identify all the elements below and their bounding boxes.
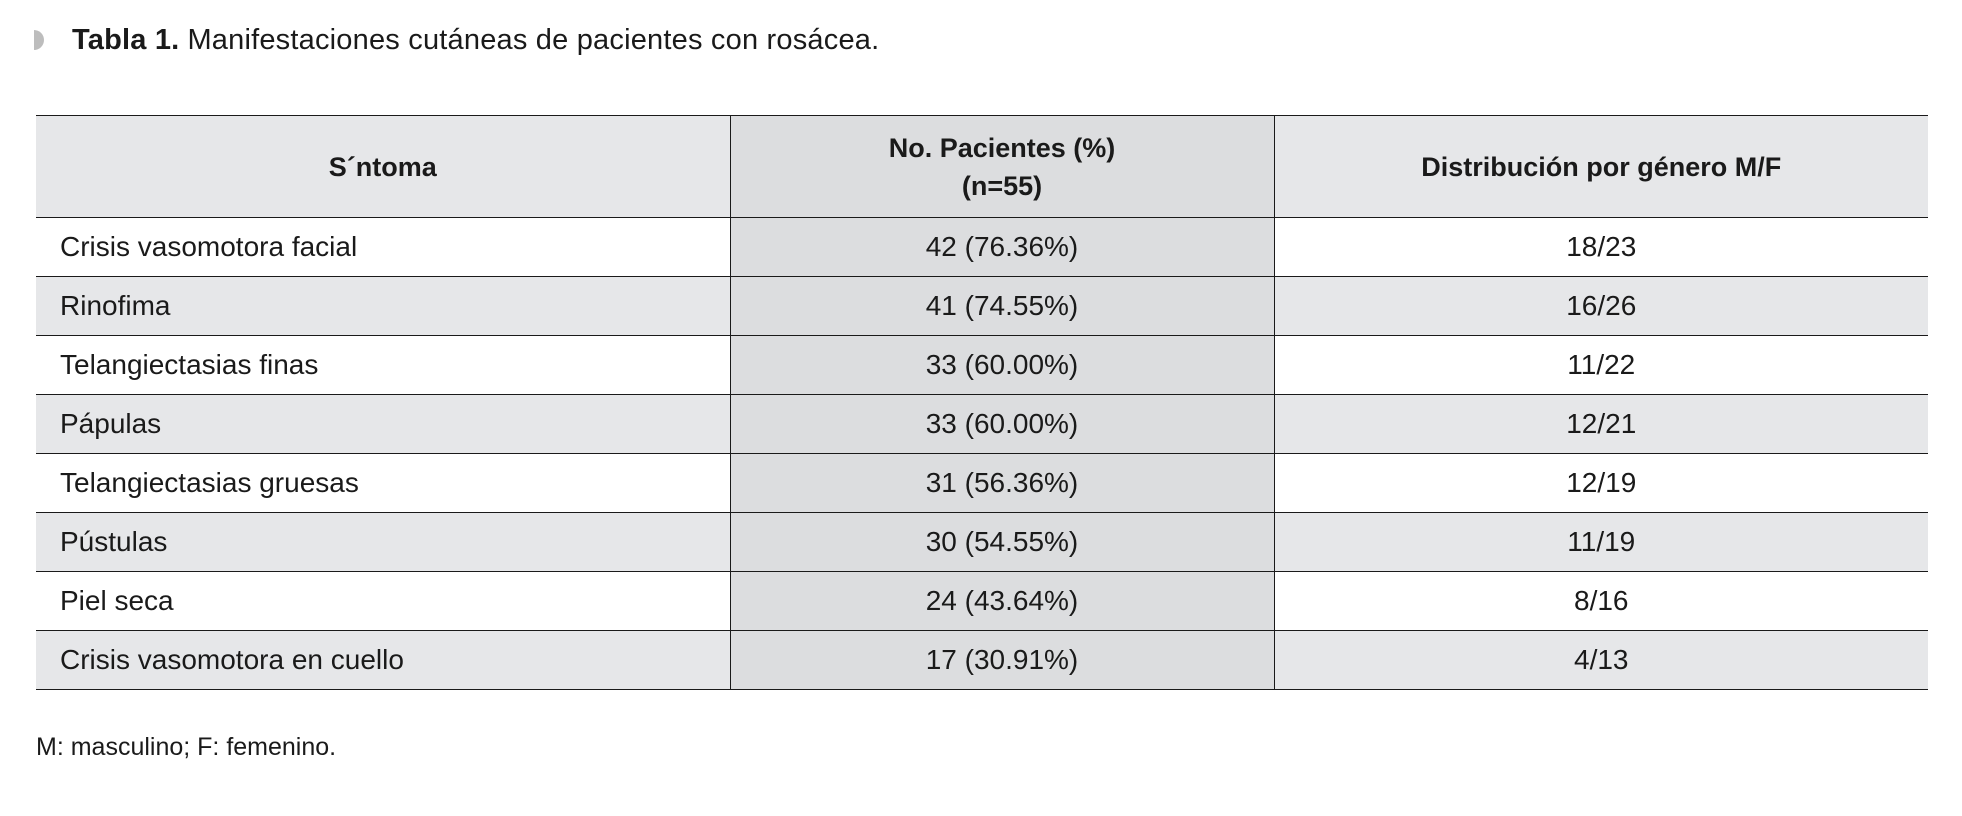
cell-patients: 33 (60.00%) xyxy=(730,395,1274,454)
cell-distribution: 18/23 xyxy=(1274,218,1928,277)
caption-text: Manifestaciones cutáneas de pacientes con rosácea. xyxy=(187,23,880,56)
table-row xyxy=(36,513,1928,572)
table-row xyxy=(36,336,1928,395)
table-row xyxy=(36,572,1928,631)
table-caption xyxy=(34,20,879,60)
header-distribution: Distribución por género M/F xyxy=(1274,116,1928,218)
cell-distribution: 11/19 xyxy=(1274,513,1928,572)
cell-symptom: Crisis vasomotora facial xyxy=(36,218,730,277)
table-row xyxy=(36,454,1928,513)
cell-patients: 31 (56.36%) xyxy=(730,454,1274,513)
cell-symptom: Telangiectasias finas xyxy=(36,336,730,395)
cell-distribution: 12/19 xyxy=(1274,454,1928,513)
header-patients xyxy=(730,116,1274,218)
cell-distribution: 8/16 xyxy=(1274,572,1928,631)
cell-distribution: 12/21 xyxy=(1274,395,1928,454)
table-row xyxy=(36,631,1928,690)
cell-distribution: 16/26 xyxy=(1274,277,1928,336)
caption-marker-icon xyxy=(34,30,44,50)
symptoms-table xyxy=(36,115,1928,690)
cell-patients: 33 (60.00%) xyxy=(730,336,1274,395)
cell-patients: 42 (76.36%) xyxy=(730,218,1274,277)
header-patients-line2: (n=55) xyxy=(961,170,1043,201)
cell-symptom: Crisis vasomotora en cuello xyxy=(36,631,730,690)
cell-symptom: Rinofima xyxy=(36,277,730,336)
table-row xyxy=(36,277,1928,336)
cell-symptom: Piel seca xyxy=(36,572,730,631)
cell-distribution: 11/22 xyxy=(1274,336,1928,395)
table-row xyxy=(36,218,1928,277)
cell-patients: 30 (54.55%) xyxy=(730,513,1274,572)
table-footnote: M: masculino; F: femenino. xyxy=(36,733,337,761)
cell-symptom: Pápulas xyxy=(36,395,730,454)
cell-patients: 17 (30.91%) xyxy=(730,631,1274,690)
header-symptom: S´ntoma xyxy=(36,116,730,218)
table-row xyxy=(36,395,1928,454)
header-patients-line1: No. Pacientes (%) xyxy=(888,132,1116,163)
cell-patients: 24 (43.64%) xyxy=(730,572,1274,631)
cell-patients: 41 (74.55%) xyxy=(730,277,1274,336)
table-header-row xyxy=(36,116,1928,218)
cell-symptom: Pústulas xyxy=(36,513,730,572)
cell-symptom: Telangiectasias gruesas xyxy=(36,454,730,513)
cell-distribution: 4/13 xyxy=(1274,631,1928,690)
caption-label: Tabla 1. xyxy=(72,23,180,56)
